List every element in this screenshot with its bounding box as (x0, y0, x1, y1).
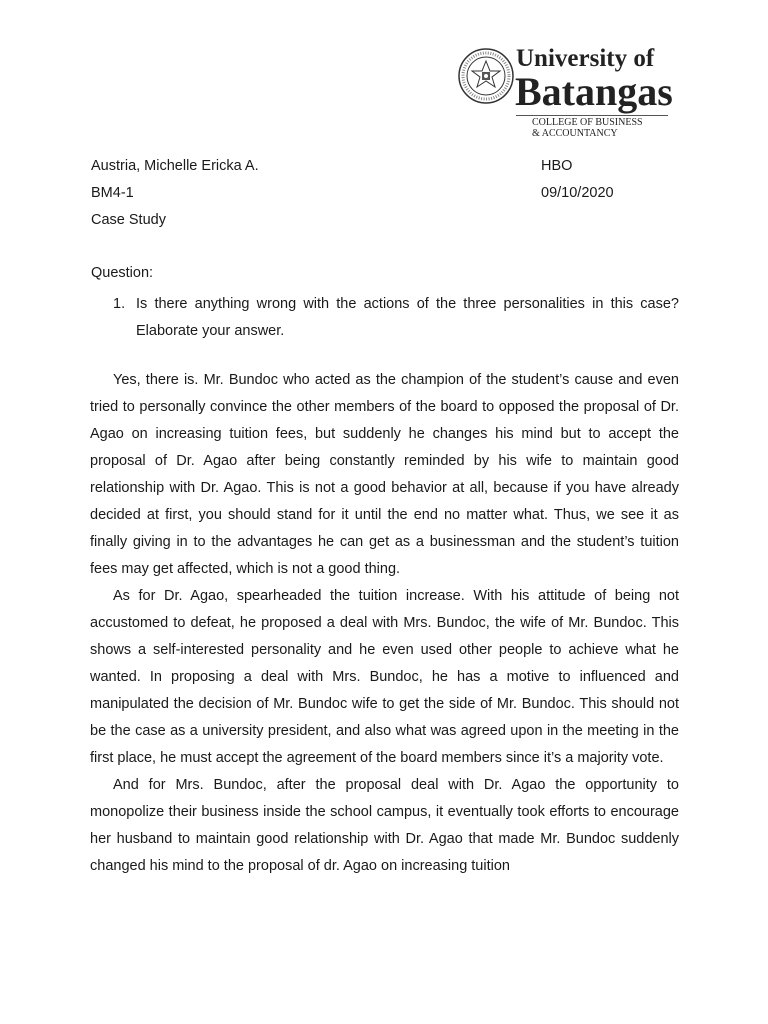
subject-code: HBO (541, 158, 573, 174)
question-number: 1. (113, 296, 126, 312)
question-heading: Question: (91, 265, 154, 281)
document-type: Case Study (91, 212, 166, 228)
question-item (113, 291, 679, 345)
logo-college-text (532, 117, 643, 139)
paragraph-mr-bundoc: Yes, there is. Mr. Bundoc who acted as the champion of the student’s cause and even tried to personally convince the other members of the board to opposed the proposal of Dr. Agao on increasing tuition fees, but suddenly he changes his mind but to accept the proposal of Dr. Agao after being constantly reminded by his wife to maintain good relationship with Dr. Agao. This is not a good behavior at all, because if you have already decided at first, you should stand for it until the end no matter what. Thus, we see it as finally giving in to the advantages he can get as a businessman and the student’s tuition fees may get affected, which is not a good thing. (90, 372, 679, 577)
document-date: 09/10/2020 (541, 185, 614, 201)
college-line-1: COLLEGE OF BUSINESS (532, 117, 643, 128)
answer-body (90, 367, 679, 880)
paragraph-dr-agao: As for Dr. Agao, spearheaded the tuition increase. With his attitude of being not accustomed to defeat, he proposed a deal with Mrs. Bundoc, the wife of Mr. Bundoc. This shows a self-interested personality and he even used other people to achieve what he wanted. In proposing a deal with Mrs. Bundoc, he has a motive to influenced and manipulated the decision of Mr. Bundoc wife to get the side of Mr. Bundoc. This should not be the case as a university president, and also what was agreed upon in the meeting in the first place, he must accept the agreement of the board members since it’s a majority vote. (90, 588, 679, 766)
logo-batangas-text: Batangas (515, 69, 673, 114)
university-logo (458, 44, 678, 140)
question-text: Is there anything wrong with the actions of the three personalities in this case? Elaborate your answer. (136, 296, 679, 339)
paragraph-mrs-bundoc: And for Mrs. Bundoc, after the proposal deal with Dr. Agao the opportunity to monopolize their business inside the school campus, it eventually took efforts to encourage her husband to maintain good relationship with Dr. Agao that made Mr. Bundoc suddenly changed his mind to the proposal of dr. Agao on increasing tuition (90, 777, 679, 874)
section-code: BM4-1 (91, 185, 134, 201)
logo-divider (516, 115, 668, 116)
university-seal-icon (458, 48, 514, 104)
logo-university-text: University of (516, 45, 655, 72)
student-name: Austria, Michelle Ericka A. (91, 158, 259, 174)
college-line-2: & ACCOUNTANCY (532, 128, 618, 139)
